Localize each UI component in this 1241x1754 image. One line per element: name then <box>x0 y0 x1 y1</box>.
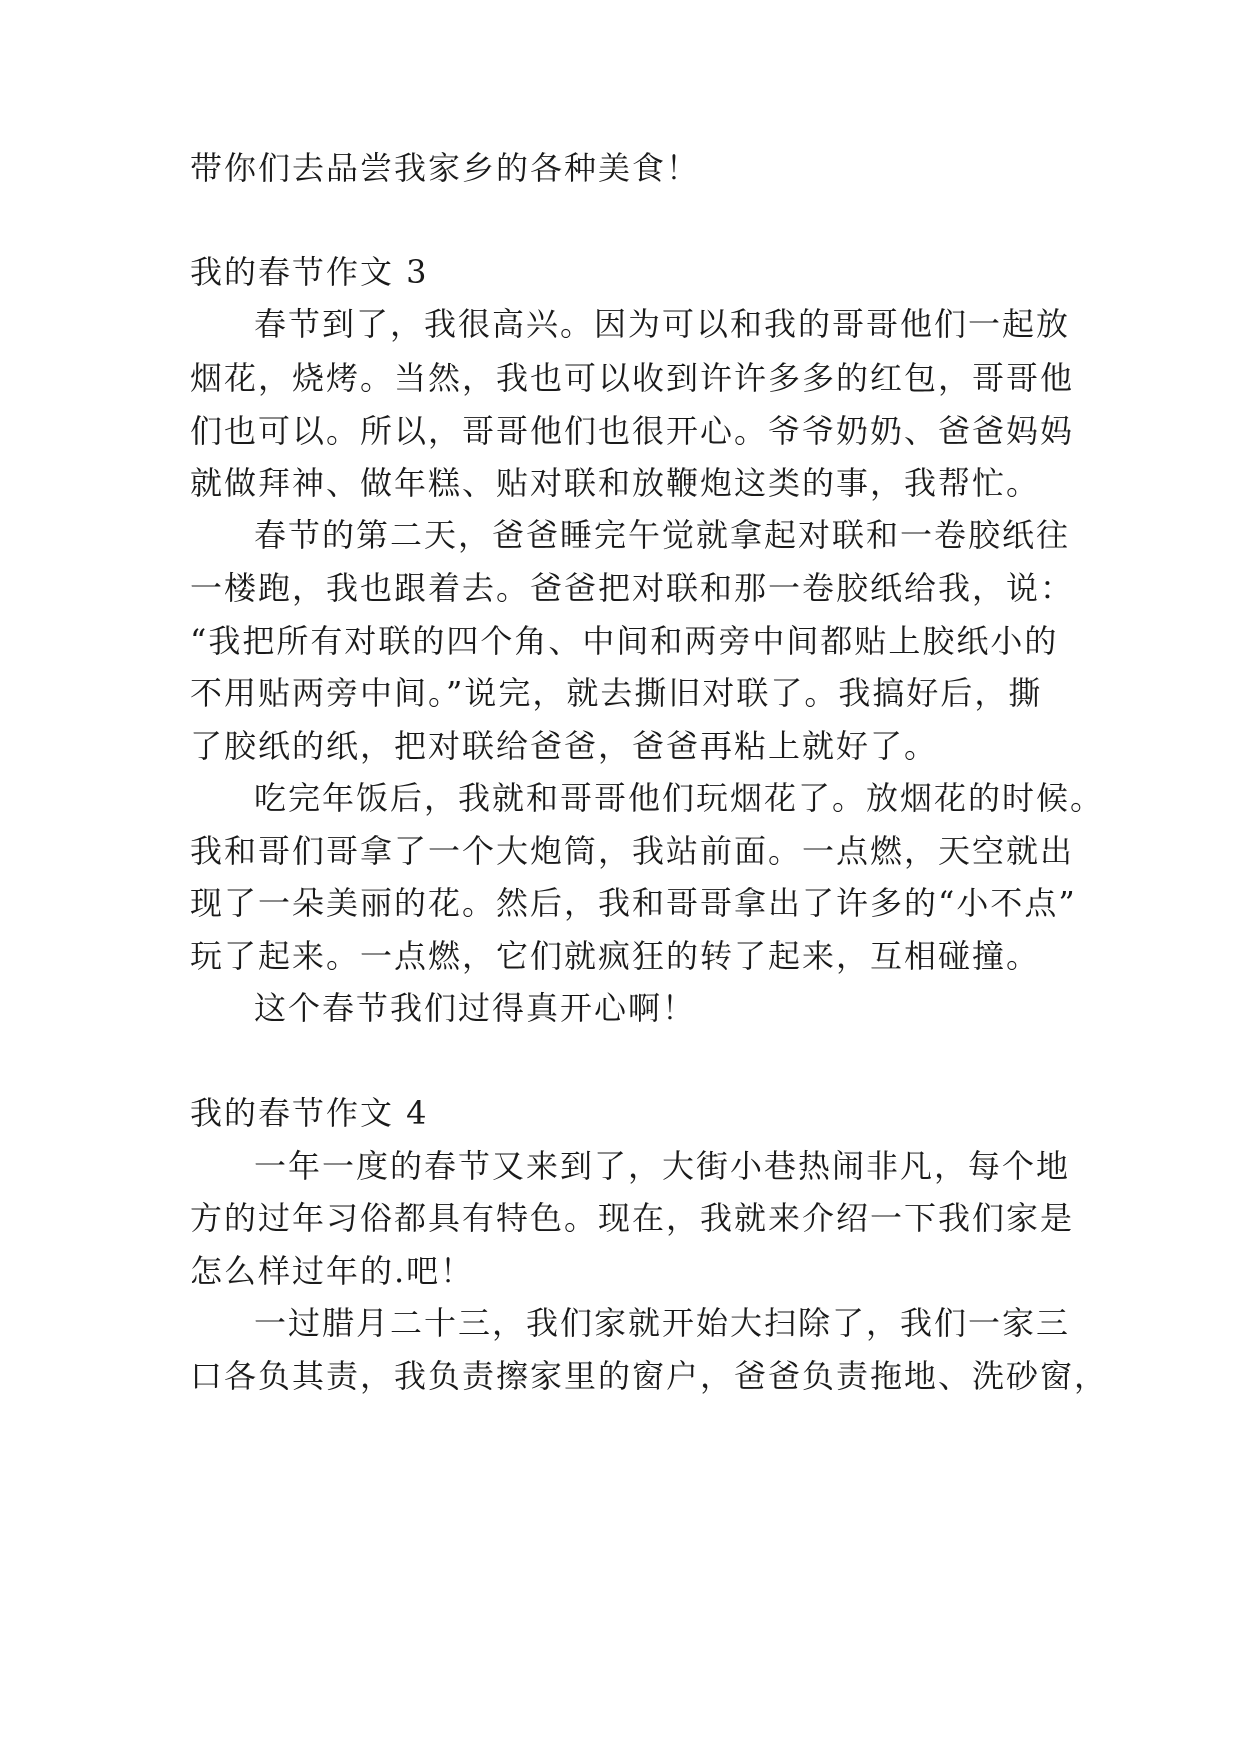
essay4-p1-line3: 怎么样过年的.吧！ <box>190 1252 475 1290</box>
essay3-p3-line4: 玩了起来。一点燃，它们就疯狂的转了起来，互相碰撞。 <box>190 937 1041 975</box>
essay3-p3-line2: 我和哥们哥拿了一个大炮筒，我站前面。一点燃，天空就出 <box>190 832 1075 870</box>
essay3-p2-line4: 不用贴两旁中间。”说完，就去撕旧对联了。我搞好后，撕 <box>190 674 1043 712</box>
essay3-p2-line3: “我把所有对联的四个角、中间和两旁中间都贴上胶纸小的 <box>190 622 1059 660</box>
essay3-p4-line1: 这个春节我们过得真开心啊！ <box>254 989 697 1027</box>
essay4-p2-line2: 口各负其责，我负责擦家里的窗户，爸爸负责拖地、洗砂窗， <box>190 1357 1109 1395</box>
essay3-p3-line3: 现了一朵美丽的花。然后，我和哥哥拿出了许多的“小不点” <box>190 884 1077 922</box>
essay3-p3-line1: 吃完年饭后，我就和哥哥他们玩烟花了。放烟花的时候。 <box>254 779 1105 817</box>
essay3-p1-line4: 就做拜神、做年糕、贴对联和放鞭炮这类的事，我帮忙。 <box>190 464 1041 502</box>
essay3-p2-line5: 了胶纸的纸，把对联给爸爸，爸爸再粘上就好了。 <box>190 727 939 765</box>
essay3-p2-line2: 一楼跑，我也跟着去。爸爸把对联和那一卷胶纸给我，说： <box>190 569 1075 607</box>
essay4-p1-line2: 方的过年习俗都具有特色。现在，我就来介绍一下我们家是 <box>190 1199 1075 1237</box>
essay3-p2-line1: 春节的第二天，爸爸睡完午觉就拿起对联和一卷胶纸往 <box>254 516 1071 554</box>
essay4-p2-line1: 一过腊月二十三，我们家就开始大扫除了，我们一家三 <box>254 1304 1071 1342</box>
essay3-p1-line1: 春节到了，我很高兴。因为可以和我的哥哥他们一起放 <box>254 305 1071 343</box>
intro-line: 带你们去品尝我家乡的各种美食！ <box>190 149 701 187</box>
essay3-p1-line2: 烟花，烧烤。当然，我也可以收到许许多多的红包，哥哥他 <box>190 359 1075 397</box>
essay3-p1-line3: 们也可以。所以，哥哥他们也很开心。爷爷奶奶、爸爸妈妈 <box>190 412 1075 450</box>
essay3-title: 我的春节作文 3 <box>190 253 429 291</box>
essay4-p1-line1: 一年一度的春节又来到了，大街小巷热闹非凡，每个地 <box>254 1147 1071 1185</box>
essay4-title: 我的春节作文 4 <box>190 1094 429 1132</box>
